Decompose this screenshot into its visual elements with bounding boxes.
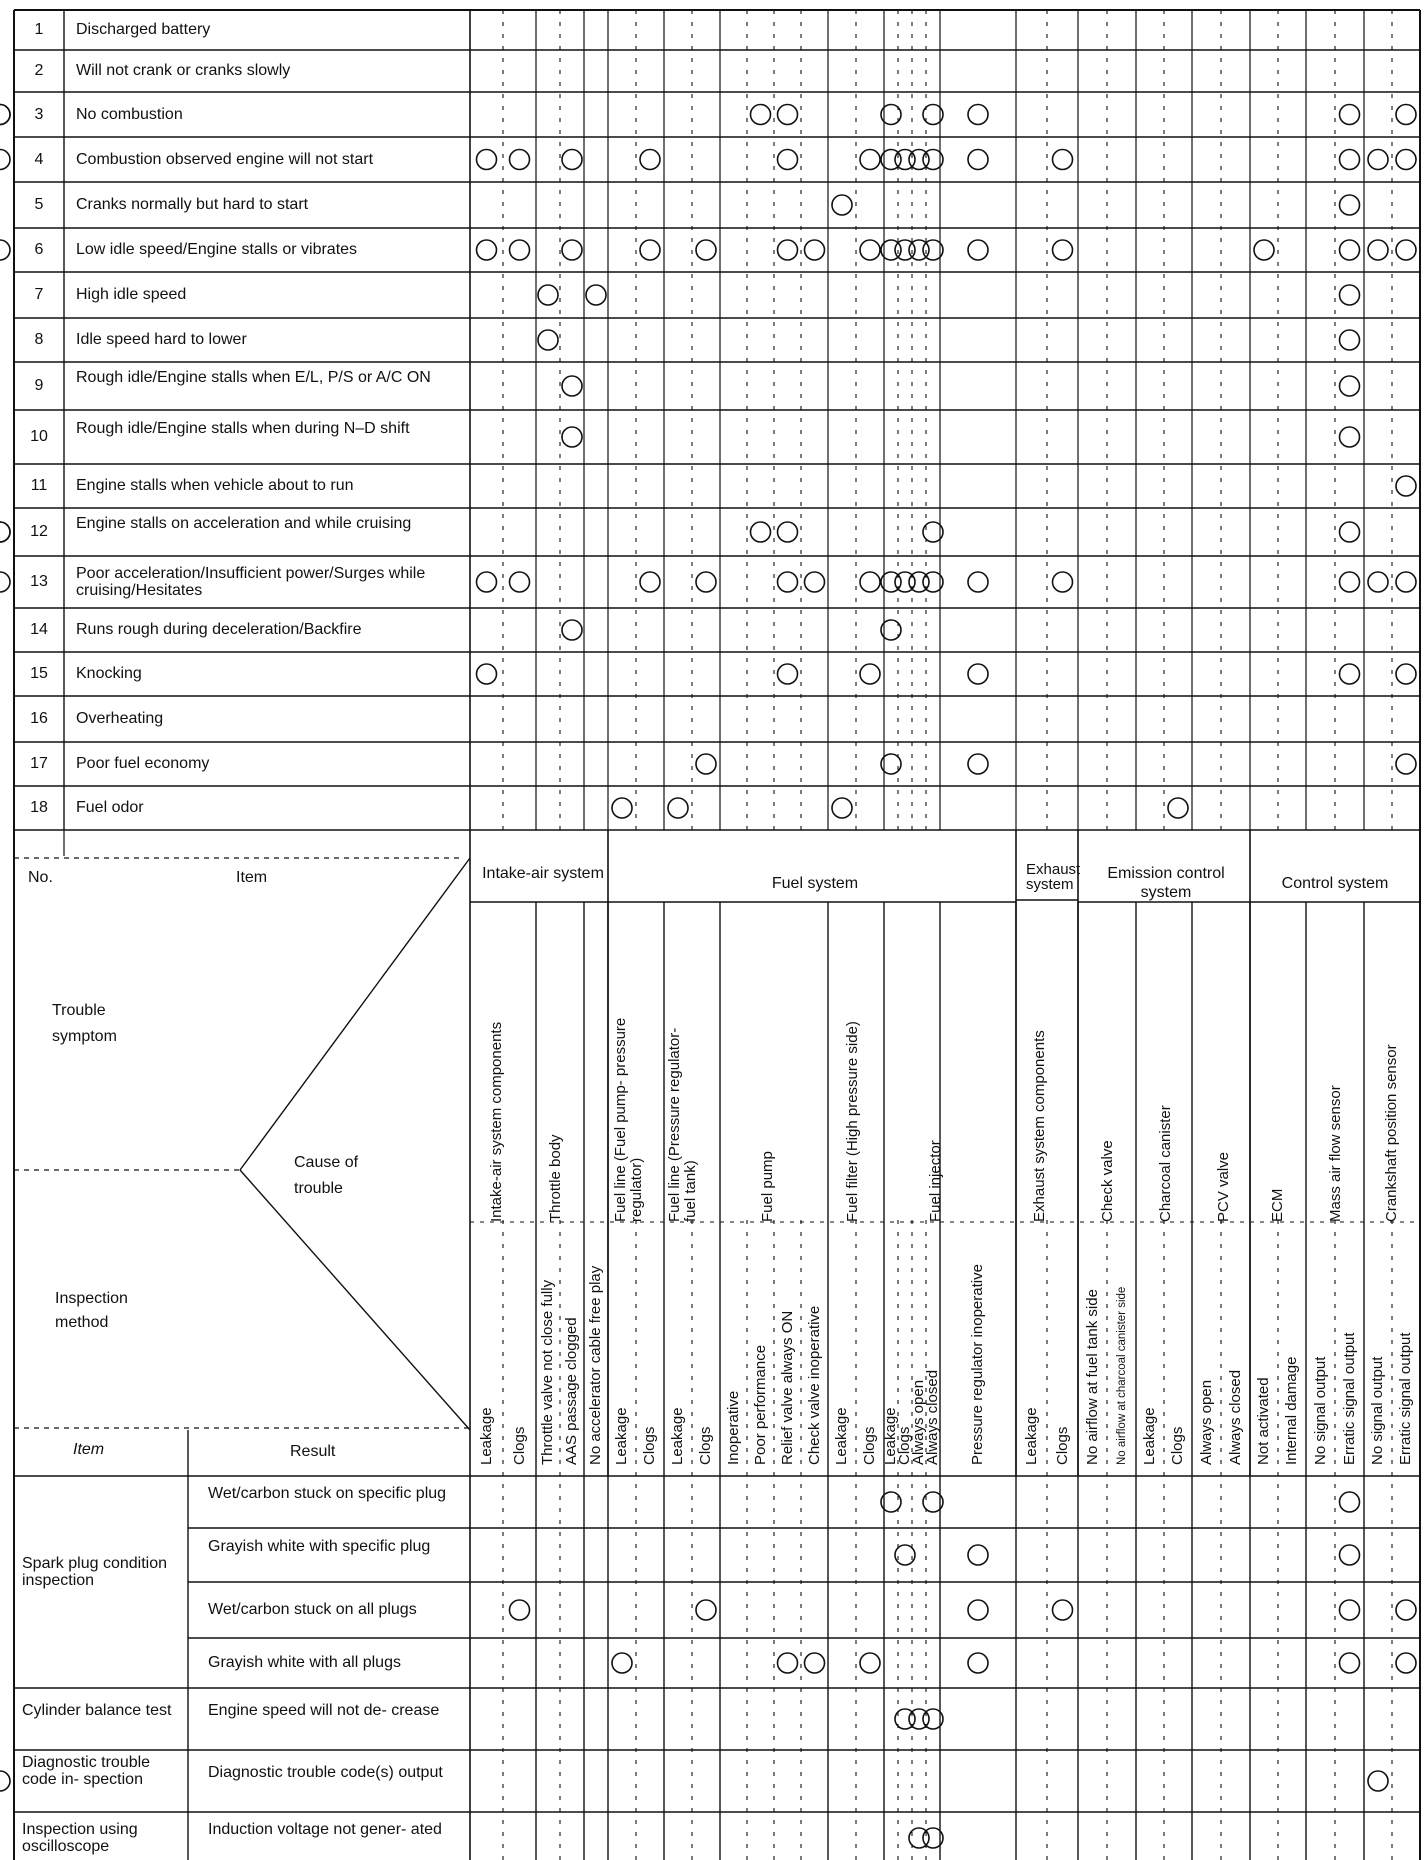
symptom-number: 12	[30, 523, 48, 540]
diagonal-line	[240, 858, 470, 1170]
symptom-number: 15	[30, 665, 48, 682]
cause-mark	[860, 1653, 880, 1673]
component-label: Check valve	[1099, 1140, 1116, 1222]
cause-mark	[1053, 572, 1073, 592]
inspection-group-label: Cylinder balance test	[22, 1702, 172, 1719]
inspection-result-label: Engine speed will not de- crease	[208, 1702, 440, 1719]
symptom-label: Fuel odor	[76, 799, 144, 816]
cause-mark	[1396, 572, 1416, 592]
cause-mark	[1368, 572, 1388, 592]
cause-mark	[510, 240, 530, 260]
cause-mark	[1340, 1492, 1360, 1512]
cause-label: No accelerator cable free play	[587, 1265, 604, 1465]
cause-mark	[968, 572, 988, 592]
cause-label: Not activated	[1255, 1377, 1272, 1465]
cause-mark	[0, 572, 10, 592]
cause-label: Clogs	[896, 1426, 913, 1465]
component-label: PCV valve	[1215, 1151, 1232, 1222]
cause-mark	[0, 150, 10, 170]
cause-label: Leakage	[1141, 1407, 1158, 1465]
cause-label: Erratic signal output	[1340, 1332, 1358, 1465]
cause-label: Clogs	[510, 1426, 528, 1465]
symptom-label: Combustion observed engine will not start	[76, 150, 374, 168]
no-column-header: No.	[28, 869, 53, 886]
cause-mark	[751, 105, 771, 125]
inspection-group-label: Inspection using oscilloscope	[22, 1821, 138, 1855]
cause-label: Internal damage	[1283, 1356, 1300, 1465]
cause-label: Leakage	[477, 1407, 495, 1465]
component-label: Fuel filter (High pressure side)	[844, 1021, 861, 1222]
symptom-label: Rough idle/Engine stalls when E/L, P/S or A/C ON	[76, 369, 431, 386]
symptom-number: 18	[30, 799, 48, 816]
cause-mark	[640, 150, 660, 170]
cause-mark	[968, 1600, 988, 1620]
inspection-result-label: Grayish white with all plugs	[208, 1654, 401, 1671]
group-control: Control system	[1281, 875, 1389, 892]
component-label: Mass air flow sensor	[1327, 1085, 1344, 1222]
cause-mark	[1396, 754, 1416, 774]
cause-mark	[640, 572, 660, 592]
cause-mark	[968, 1545, 988, 1565]
component-label: Charcoal canister	[1157, 1105, 1174, 1222]
symptom-number: 7	[34, 286, 44, 303]
cause-label: Always closed	[1226, 1369, 1244, 1465]
cause-label: Leakage	[669, 1407, 686, 1465]
cause-mark	[510, 572, 530, 592]
symptom-number: 14	[30, 621, 48, 638]
cause-mark	[562, 150, 582, 170]
component-label: Intake-air system components	[488, 1021, 505, 1222]
symptom-number: 16	[30, 710, 48, 727]
cause-label: Always open	[910, 1379, 927, 1465]
inspection-result-label: Grayish white with specific plug	[208, 1538, 431, 1555]
cause-mark	[860, 664, 880, 684]
symptom-number: 2	[34, 62, 44, 79]
cause-mark	[860, 150, 880, 170]
cause-label: No signal output	[1369, 1356, 1386, 1465]
cause-mark	[1340, 522, 1360, 542]
cause-mark	[895, 1545, 915, 1565]
cause-mark	[1053, 1600, 1073, 1620]
cause-mark	[778, 1653, 798, 1673]
symptom-number: 1	[34, 21, 44, 38]
symptom-number: 6	[34, 241, 44, 258]
cause-label: Clogs	[1169, 1426, 1186, 1465]
inspection-result-label: Wet/carbon stuck on all plugs	[208, 1601, 417, 1618]
symptom-label: Engine stalls on acceleration and while cruising	[76, 515, 412, 532]
cause-mark	[538, 285, 558, 305]
cause-mark	[640, 240, 660, 260]
cause-mark	[1340, 285, 1360, 305]
cause-mark	[832, 798, 852, 818]
cause-label: Leakage	[613, 1407, 630, 1465]
cause-mark	[1254, 240, 1274, 260]
cause-label: Clogs	[1053, 1426, 1071, 1465]
cause-mark	[1340, 105, 1360, 125]
cause-mark	[1340, 1545, 1360, 1565]
symptom-label: Overheating	[76, 710, 164, 727]
symptom-label: No combustion	[76, 105, 183, 123]
symptom-label: Rough idle/Engine stalls when during N–D shift	[76, 420, 410, 437]
cause-mark	[1340, 330, 1360, 350]
symptom-label: Runs rough during deceleration/Backfire	[76, 621, 362, 638]
component-label: Throttle body	[547, 1134, 564, 1222]
cause-mark	[510, 1600, 530, 1620]
cause-mark	[860, 240, 880, 260]
cause-label: Leakage	[882, 1407, 899, 1465]
inspection-result-header: Result	[290, 1443, 336, 1460]
symptom-label: Poor acceleration/Insufficient power/Surges while cruising/Hesitates	[76, 565, 426, 599]
component-label: Crankshaft position sensor	[1383, 1044, 1400, 1222]
inspection-item-header: Item	[73, 1441, 105, 1458]
cause-mark	[1340, 664, 1360, 684]
cause-mark	[477, 150, 497, 170]
cause-mark	[562, 620, 582, 640]
group-exhaust: Exhaust system	[1026, 861, 1081, 893]
cause-mark	[668, 798, 688, 818]
symptom-label: Knocking	[76, 665, 142, 682]
item-column-header: Item	[236, 869, 268, 886]
cause-mark	[1340, 150, 1360, 170]
cause-mark	[1368, 150, 1388, 170]
cause-mark	[562, 240, 582, 260]
cause-mark	[510, 150, 530, 170]
component-label: ECM	[1269, 1188, 1286, 1222]
cause-mark	[1396, 240, 1416, 260]
cause-mark	[968, 1653, 988, 1673]
group-intake-air: Intake-air system	[482, 865, 604, 882]
cause-mark	[968, 664, 988, 684]
cause-mark	[1053, 240, 1073, 260]
cause-mark	[1340, 572, 1360, 592]
cause-mark	[612, 1653, 632, 1673]
cause-mark	[968, 150, 988, 170]
cause-mark	[860, 572, 880, 592]
inspection-result-label: Wet/carbon stuck on specific plug	[208, 1485, 447, 1502]
cause-mark	[1340, 376, 1360, 396]
cause-mark	[1396, 476, 1416, 496]
symptom-label: Idle speed hard to lower	[76, 331, 247, 348]
cause-mark	[696, 1600, 716, 1620]
component-label: Fuel injector	[927, 1140, 944, 1222]
cause-mark	[1396, 150, 1416, 170]
cause-label: No airflow at charcoal canister side	[1115, 1286, 1128, 1465]
cause-label: Always closed	[924, 1369, 941, 1465]
cause-mark	[0, 522, 10, 542]
cause-mark	[696, 754, 716, 774]
cause-mark	[0, 105, 10, 125]
cause-label: AAS passage clogged	[563, 1317, 580, 1465]
cause-mark	[778, 105, 798, 125]
cause-mark	[0, 240, 10, 260]
cause-of-trouble-label: Cause of trouble	[294, 1154, 359, 1197]
cause-mark	[805, 240, 825, 260]
cause-label: Clogs	[641, 1426, 658, 1465]
cause-mark	[968, 240, 988, 260]
symptom-label: Cranks normally but hard to start	[76, 196, 309, 213]
diagonal-line	[240, 1170, 470, 1430]
cause-mark	[1340, 240, 1360, 260]
inspection-group-label: Diagnostic trouble code in- spection	[22, 1754, 151, 1788]
cause-mark	[1340, 427, 1360, 447]
cause-mark	[1340, 1600, 1360, 1620]
group-emission: Emission control system	[1107, 865, 1225, 901]
cause-mark	[1168, 798, 1188, 818]
inspection-result-label: Induction voltage not gener- ated	[208, 1821, 442, 1838]
cause-label: Erratic signal output	[1397, 1332, 1414, 1465]
component-label: Exhaust system components	[1031, 1030, 1048, 1222]
cause-mark	[477, 240, 497, 260]
inspection-result-label: Diagnostic trouble code(s) output	[208, 1764, 443, 1781]
cause-mark	[1340, 195, 1360, 215]
cause-mark	[538, 330, 558, 350]
cause-mark	[562, 427, 582, 447]
symptom-number: 3	[34, 105, 44, 123]
symptom-label: Will not crank or cranks slowly	[76, 62, 291, 79]
component-label: Fuel line (Pressure regulator- fuel tank)	[666, 1027, 699, 1222]
cause-label: Throttle valve not close fully	[539, 1279, 556, 1465]
cause-mark	[0, 105, 10, 125]
group-fuel-system: Fuel system	[771, 875, 859, 892]
inspection-group-label: Spark plug condition inspection	[22, 1555, 167, 1589]
trouble-symptom-label: Trouble symptom	[52, 1002, 117, 1045]
cause-mark	[696, 572, 716, 592]
cause-mark	[1396, 664, 1416, 684]
cause-mark	[1396, 1600, 1416, 1620]
cause-mark	[805, 572, 825, 592]
cause-label: Relief valve always ON	[778, 1310, 796, 1465]
symptom-number: 17	[30, 755, 48, 772]
cause-mark	[1396, 105, 1416, 125]
cause-mark	[0, 522, 10, 542]
cause-mark	[0, 1771, 10, 1791]
cause-mark	[1368, 240, 1388, 260]
symptom-number: 4	[34, 150, 44, 168]
cause-mark	[696, 240, 716, 260]
cause-mark	[778, 572, 798, 592]
inspection-method-label: Inspection method	[55, 1290, 128, 1331]
symptom-number: 5	[34, 196, 44, 213]
symptom-label: Low idle speed/Engine stalls or vibrates	[76, 241, 358, 258]
cause-label: Check valve inoperative	[805, 1305, 823, 1465]
cause-mark	[778, 522, 798, 542]
symptom-number: 13	[30, 573, 48, 590]
cause-label: Inoperative	[724, 1390, 742, 1465]
component-label: Fuel line (Fuel pump- pressure regulator)	[612, 1017, 645, 1222]
symptom-number: 11	[30, 477, 48, 494]
symptom-number: 10	[30, 428, 48, 445]
symptom-label: Discharged battery	[76, 21, 211, 38]
cause-label: Leakage	[1022, 1407, 1040, 1465]
symptom-label: High idle speed	[76, 286, 187, 303]
cause-mark	[832, 195, 852, 215]
cause-mark	[1340, 1653, 1360, 1673]
cause-label: Always open	[1197, 1379, 1215, 1465]
symptom-label: Engine stalls when vehicle about to run	[76, 477, 354, 494]
cause-mark	[805, 1653, 825, 1673]
cause-mark	[1053, 150, 1073, 170]
cause-mark	[612, 798, 632, 818]
cause-mark	[968, 754, 988, 774]
cause-mark	[778, 150, 798, 170]
cause-label: No airflow at fuel tank side	[1083, 1289, 1101, 1465]
cause-mark	[562, 376, 582, 396]
cause-mark	[778, 664, 798, 684]
cause-mark	[1396, 1653, 1416, 1673]
cause-label: Clogs	[861, 1426, 878, 1465]
cause-mark	[477, 572, 497, 592]
cause-label: Poor performance	[751, 1344, 769, 1465]
cause-mark	[778, 240, 798, 260]
cause-mark	[968, 105, 988, 125]
cause-mark	[1368, 1771, 1388, 1791]
symptom-label: Poor fuel economy	[76, 755, 210, 772]
cause-mark	[751, 522, 771, 542]
cause-mark	[586, 285, 606, 305]
symptom-number: 8	[34, 331, 44, 348]
component-label: Fuel pump	[759, 1151, 776, 1222]
cause-label: Clogs	[697, 1426, 714, 1465]
cause-label: Leakage	[833, 1407, 850, 1465]
symptom-number: 9	[34, 377, 44, 394]
cause-label: No signal output	[1311, 1356, 1329, 1465]
cause-label: Pressure regulator inoperative	[969, 1264, 986, 1465]
cause-mark	[477, 664, 497, 684]
